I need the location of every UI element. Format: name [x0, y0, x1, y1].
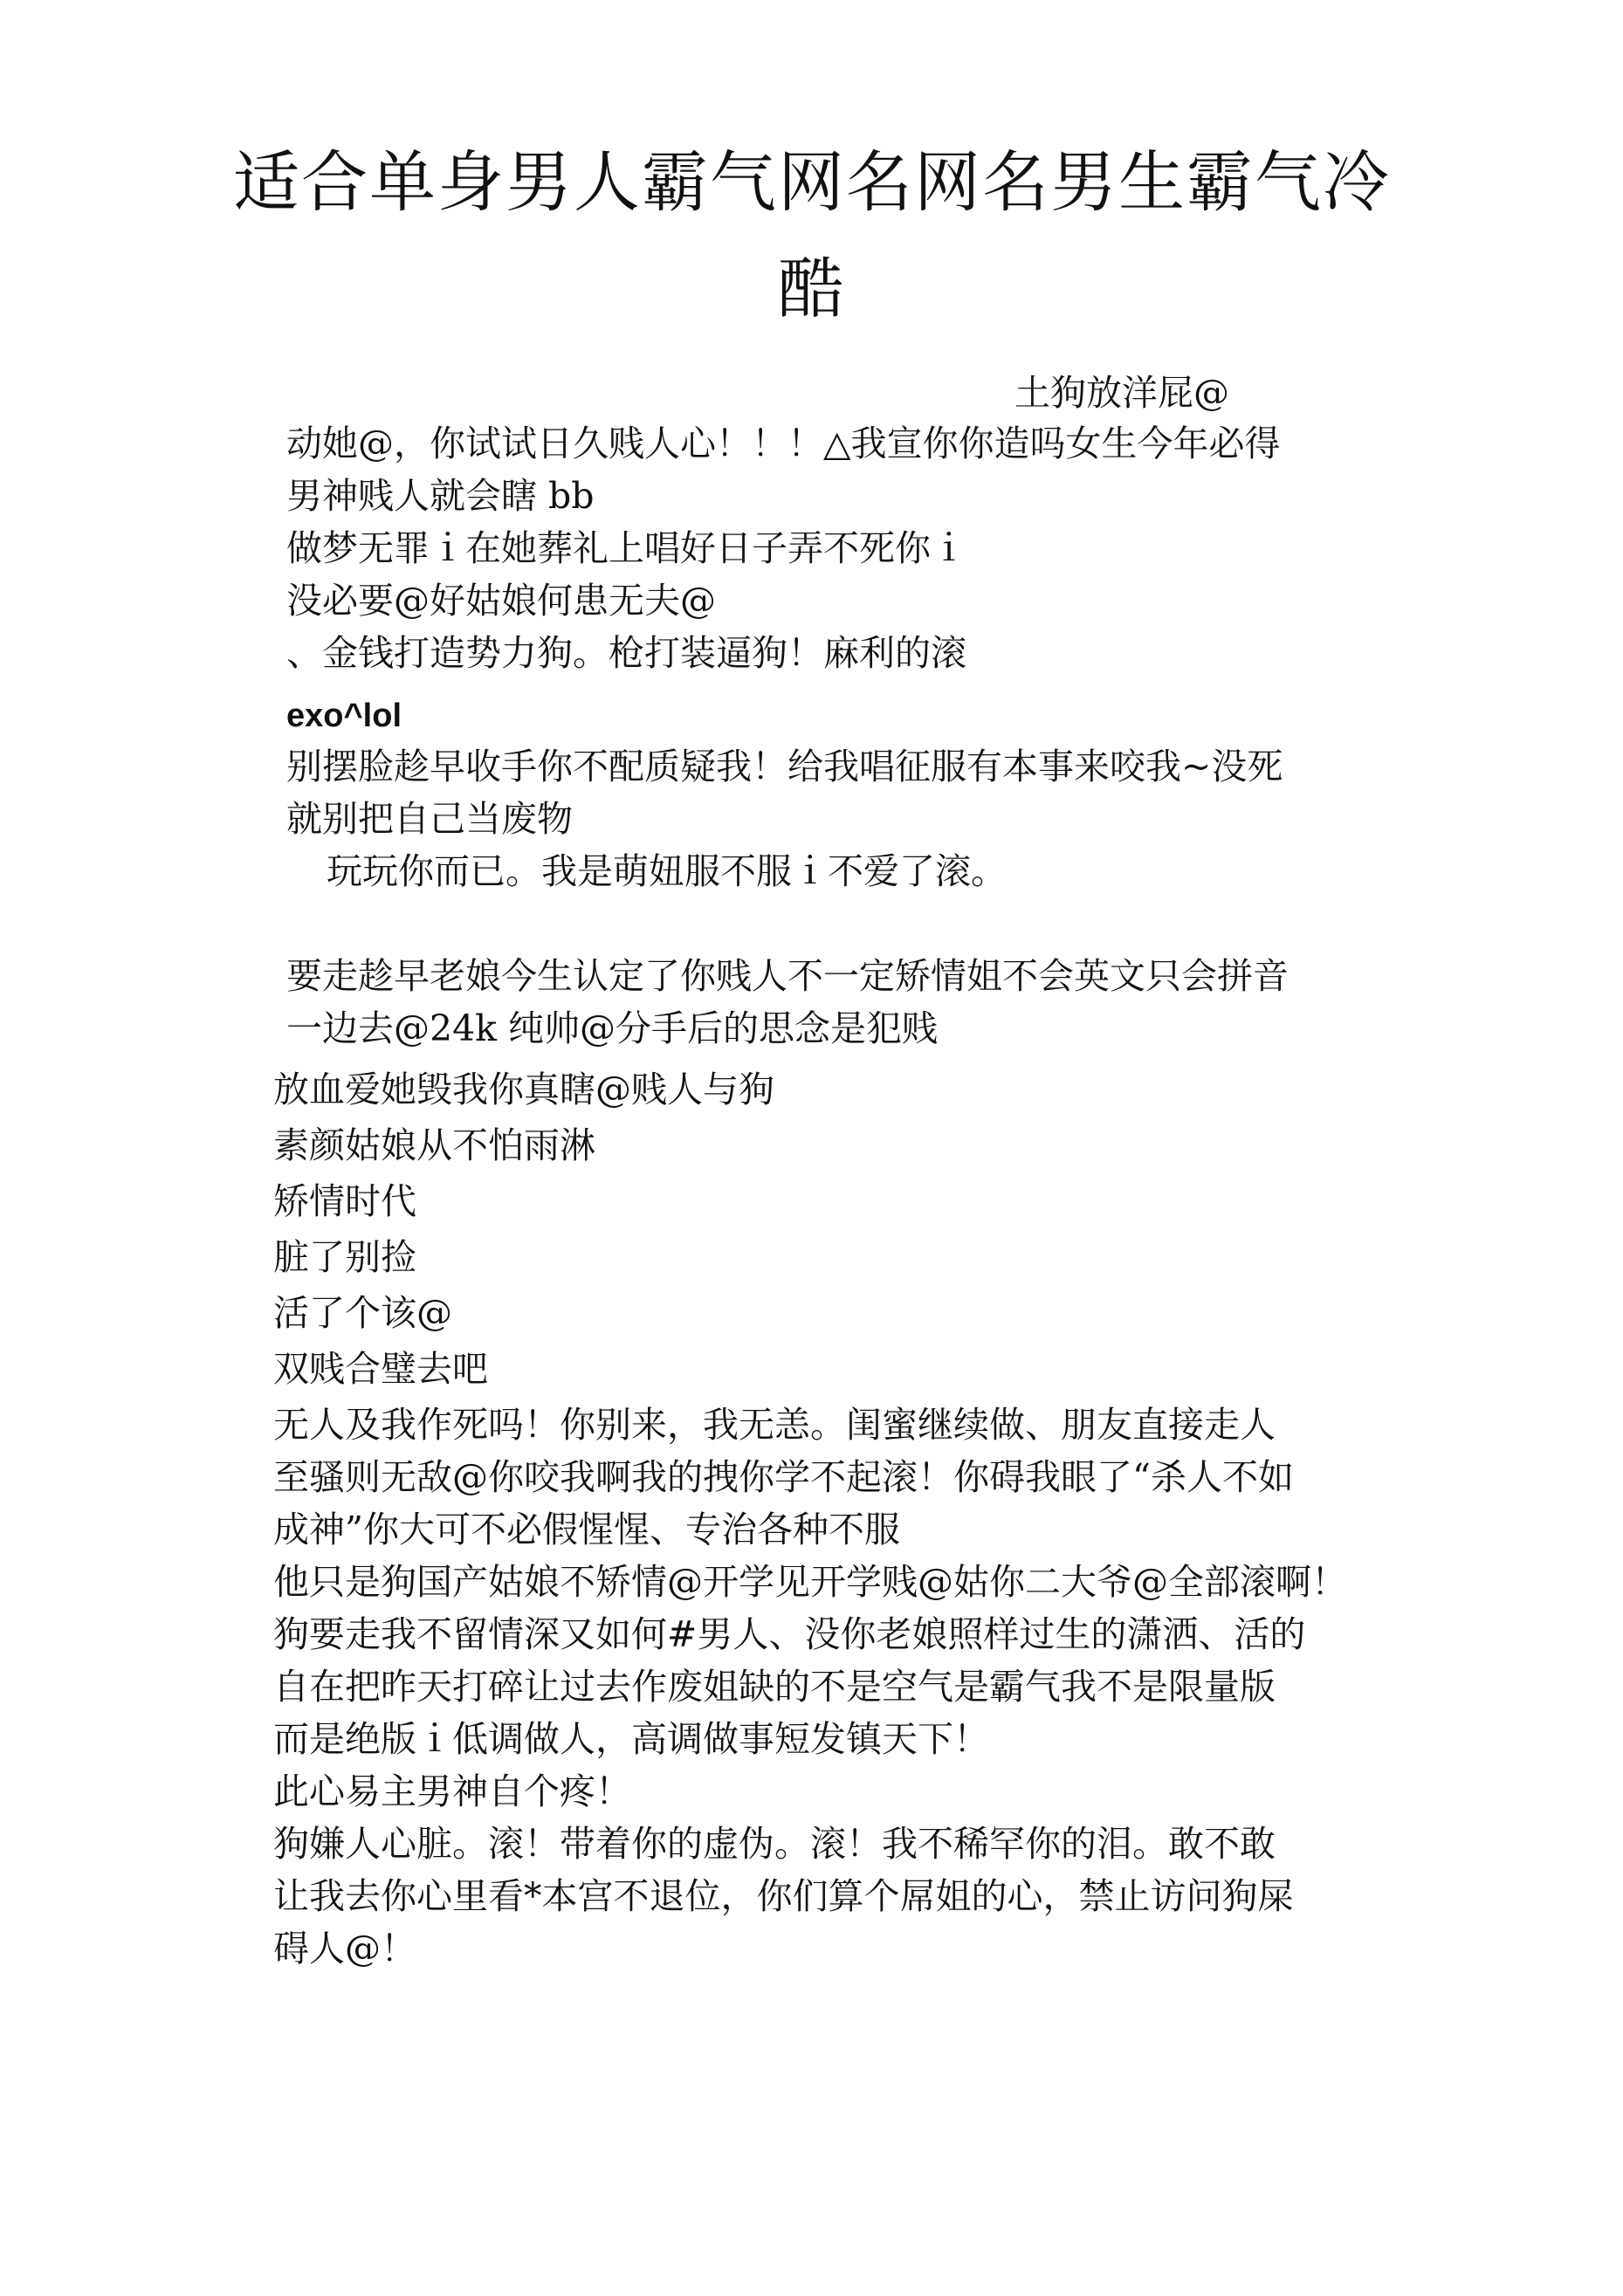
text-line: 玩玩你而已。我是萌妞服不服ｉ不爱了滚。	[327, 850, 1007, 892]
text-line: 别摆脸趁早收手你不配质疑我！给我唱征服有本事来咬我~没死	[286, 746, 1283, 787]
text-line: 碍人@！	[273, 1928, 416, 1969]
text-line: 男神贱人就会瞎 bb	[286, 475, 595, 517]
short-lines-list	[273, 1062, 774, 1397]
text-line: 动她@，你试试日久贱人心！！！△我宣你你造吗女生今年必得	[286, 423, 1281, 464]
text-line: 狗嫌人心脏。滚！带着你的虚伪。滚！我不稀罕你的泪。敢不敢	[273, 1823, 1276, 1865]
text-line: 成神”你大可不必假惺惺、专治各种不服	[273, 1509, 900, 1550]
text-line: 此心易主男神自个疼！	[273, 1770, 631, 1812]
text-line: 无人及我作死吗！你别来，我无恙。闺蜜继续做、朋友直接走人	[273, 1404, 1276, 1446]
text-line: 狗要走我不留情深又如何#男人、没你老娘照样过生的潇洒、活的	[273, 1613, 1306, 1655]
text-line: 就别把自己当废物	[286, 798, 573, 840]
paragraph-5	[273, 1399, 1347, 1975]
text-line: 、金钱打造势力狗。枪打装逼狗！麻利的滚	[286, 632, 966, 674]
text-line: 做梦无罪ｉ在她葬礼上唱好日子弄不死你ｉ	[286, 527, 966, 569]
paragraph-1	[286, 417, 1281, 679]
title-line: 酷	[778, 250, 846, 327]
paragraph-2	[286, 740, 1283, 845]
document-title	[175, 129, 1449, 342]
paragraph-4	[286, 950, 1289, 1055]
text-line: 他只是狗国产姑娘不矫情@开学见开学贱@姑你二大爷@全部滚啊！	[273, 1561, 1347, 1603]
text-line: 没必要@好姑娘何患无夫@	[286, 580, 716, 622]
paragraph-3	[327, 845, 1007, 897]
text-line: 至骚则无敌@你咬我啊我的拽你学不起滚！你碍我眼了“杀人不如	[273, 1456, 1294, 1498]
list-item: 脏了别捡	[273, 1236, 416, 1278]
exo-line	[286, 690, 402, 742]
text-line: 自在把昨天打碎让过去作废姐缺的不是空气是霸气我不是限量版	[273, 1666, 1276, 1708]
list-item: 素颜姑娘从不怕雨淋	[273, 1124, 595, 1166]
author-text: 土狗放洋屁@	[1014, 372, 1229, 414]
list-item: 双贱合璧去吧	[273, 1348, 488, 1390]
list-item: 放血爱她毁我你真瞎@贱人与狗	[273, 1069, 774, 1110]
text-line: 要走趁早老娘今生认定了你贱人不一定矫情姐不会英文只会拼音	[286, 955, 1289, 997]
title-line: 适合单身男人霸气网名网名男生霸气冷	[233, 143, 1391, 221]
list-item: 矫情时代	[273, 1180, 416, 1222]
text-line: 一边去@24k 纯帅@分手后的思念是犯贱	[286, 1007, 939, 1049]
list-item: 活了个该@	[273, 1292, 452, 1334]
text-line: 让我去你心里看*本宫不退位，你们算个屌姐的心，禁止访问狗屎	[273, 1875, 1294, 1917]
author-line	[1014, 367, 1229, 419]
text-line: exo^lol	[286, 698, 402, 734]
text-line: 而是绝版ｉ低调做人，高调做事短发镇天下！	[273, 1718, 989, 1760]
